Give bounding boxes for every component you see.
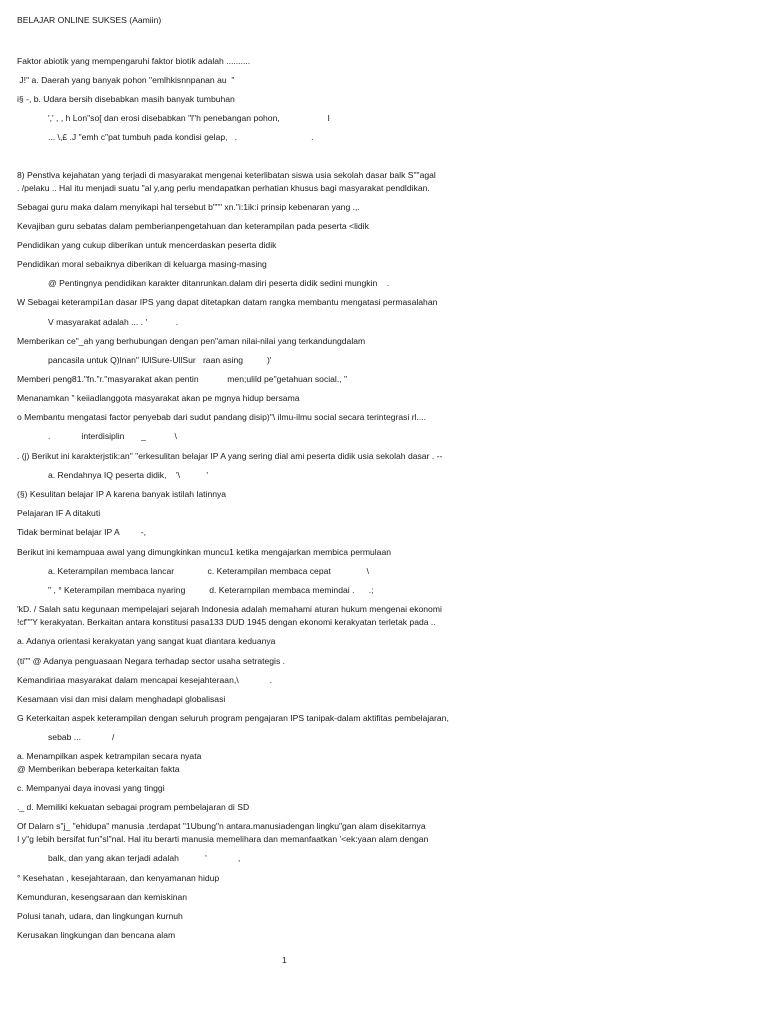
text-line: 8) Penstlva kejahatan yang terjadi di masyarakat mengenai keterlibatan siswa usia sekolah dasar balk S""agal: [17, 170, 436, 180]
text-line: pancasila untuk Q)lnan" lUlSure-UllSur raan asing )': [48, 355, 272, 365]
text-line: ._ d. Memiliki kekuatan sebagai program pembelajaran di SD: [17, 802, 250, 812]
text-line: . /pelaku .. Hal itu menjadi suatu "al y,ang perlu mendapatkan perhatian khusus bagi masyarakat pendldikan.: [17, 183, 430, 193]
text-line: Kerusakan lingkungan dan bencana alam: [17, 930, 176, 940]
text-line: Sebagai guru maka dalam menyikapi hal tersebut b""" xn."i:1ik:i prinsip kebenaran yang .,.: [17, 202, 360, 212]
text-line: a. Adanya orientasi kerakyatan yang sangat kuat diantara keduanya: [17, 636, 276, 646]
text-line: ',' , , h Lon"so[ dan erosi disebabkan "l"h penebangan pohon, I: [48, 113, 330, 123]
text-line: a. Rendahnya IQ peserta didik, '\ ': [48, 470, 208, 480]
text-line: a. Menampilkan aspek ketrampilan secara nyata: [17, 751, 202, 761]
text-line: Memberi peng81."fn."r."masyarakat akan pentin men;ulild pe"getahuan social., ": [17, 374, 348, 384]
text-line: !cf""Y kerakyatan. Berkaitan antara konstitusi pasa133 DUD 1945 dengan ekonomi kerakyatan terletak pada ..: [17, 617, 436, 627]
text-line: (ti"" @ Adanya penguasaan Negara terhadap sector usaha setrategis .: [17, 656, 286, 666]
text-line: V masyarakat adalah ... . ' .: [48, 317, 179, 327]
text-line: ... \,£ .J "emh c"pat tumbuh pada kondisi gelap, . .: [48, 132, 314, 142]
text-line: J!" a. Daerah yang banyak pohon "emlhkisnnpanan au ": [17, 75, 235, 85]
text-line: . interdisiplin _ \: [48, 431, 177, 441]
text-line: 'kD. / Salah satu kegunaan mempelajari sejarah Indonesia adalah memahami aturan hukum mengenai ekonomi: [17, 604, 442, 614]
text-line: Pendidikan yang cukup diberikan untuk mencerdaskan peserta didik: [17, 240, 277, 250]
text-line: I y"g lebih bersifat fun"sl"nal. Hal itu berarti manusia memelihara dan memanfaatkan '<ek:yaan alam dengan: [17, 834, 429, 844]
document-title: BELAJAR ONLINE SUKSES (Aamiin): [17, 15, 162, 25]
text-line: Of Dalarn s"j_ "ehidupa" manusia .terdapat "1Ubung"n antara.manusiadengan lingku"gan alam disekitarnya: [17, 821, 426, 831]
text-line: " , ° Keterampilan membaca nyaring d. Keterarnpilan membaca memindai . .;: [48, 585, 374, 595]
text-line: sebab ... /: [48, 732, 115, 742]
text-line: @ Pentingnya pendidikan karakter ditanrunkan.dalam diri peserta didik sedini mungkin .: [48, 278, 390, 288]
text-line: Polusi tanah, udara, dan lingkungan kurnuh: [17, 911, 183, 921]
text-line: i§ -, b. Udara bersih disebabkan masih banyak tumbuhan: [17, 94, 235, 104]
text-line: Berikut ini kemampuaa awal yang dimungkinkan muncu1 ketika mengajarkan membica permulaan: [17, 547, 392, 557]
text-line: Faktor abiotik yang mempengaruhi faktor biotik adalah ..........: [17, 56, 251, 66]
text-line: (§) Kesulitan belajar IP A karena banyak istilah latinnya: [17, 489, 227, 499]
text-line: Kevajiban guru sebatas dalam pemberianpengetahuan dan keterampilan pada peserta <lidik: [17, 221, 369, 231]
text-line: a. Keterampilan membaca lancar c. Keterampilan membaca cepat \: [48, 566, 369, 576]
text-line: balk, dan yang akan terjadi adalah ' ,: [48, 853, 241, 863]
text-line: G Keterkaitan aspek keterampilan dengan seluruh program pengajaran IPS tanipak-dalam aktifitas pembelajaran,: [17, 713, 449, 723]
text-line: @ Memberikan beberapa keterkaitan fakta: [17, 764, 180, 774]
text-line: Tidak berminat belajar IP A -,: [17, 527, 146, 537]
text-line: Kemandiriaa masyarakat dalam mencapai kesejahteraan,\ .: [17, 675, 273, 685]
text-line: Pelajaran IF A ditakuti: [17, 508, 101, 518]
text-line: Pendidikan moral sebaiknya diberikan di keluarga masing-masing: [17, 259, 267, 269]
text-line: Kesamaan visi dan misi dalam menghadapi globalisasi: [17, 694, 226, 704]
text-line: Kemunduran, kesengsaraan dan kemiskinan: [17, 892, 188, 902]
text-line: . (j) Berikut ini karakterjstik:an" "erkesulitan belajar IP A yang sering dial ami peserta didik usia sekolah dasar . --: [17, 451, 443, 461]
text-line: Memberikan ce"_ah yang berhubungan dengan pen"aman nilai-nilai yang terkandungdalam: [17, 336, 366, 346]
text-line: Menanamkan " keiiadlanggota masyarakat akan pe mgnya hidup bersama: [17, 393, 300, 403]
text-line: c. Mempanyai daya inovasi yang tinggi: [17, 783, 165, 793]
text-line: W Sebagai keterampi1an dasar IPS yang dapat ditetapkan datam rangka membantu mengatasi permasalahan: [17, 297, 438, 307]
page-number: 1: [282, 955, 287, 965]
text-line: o Membantu mengatasi factor penyebab dari sudut pandang disip)"\ ilmu-ilmu social secara terintegrasi rl....: [17, 412, 427, 422]
text-line: ° Kesehatan , kesejahtaraan, dan kenyamanan hidup: [17, 873, 220, 883]
